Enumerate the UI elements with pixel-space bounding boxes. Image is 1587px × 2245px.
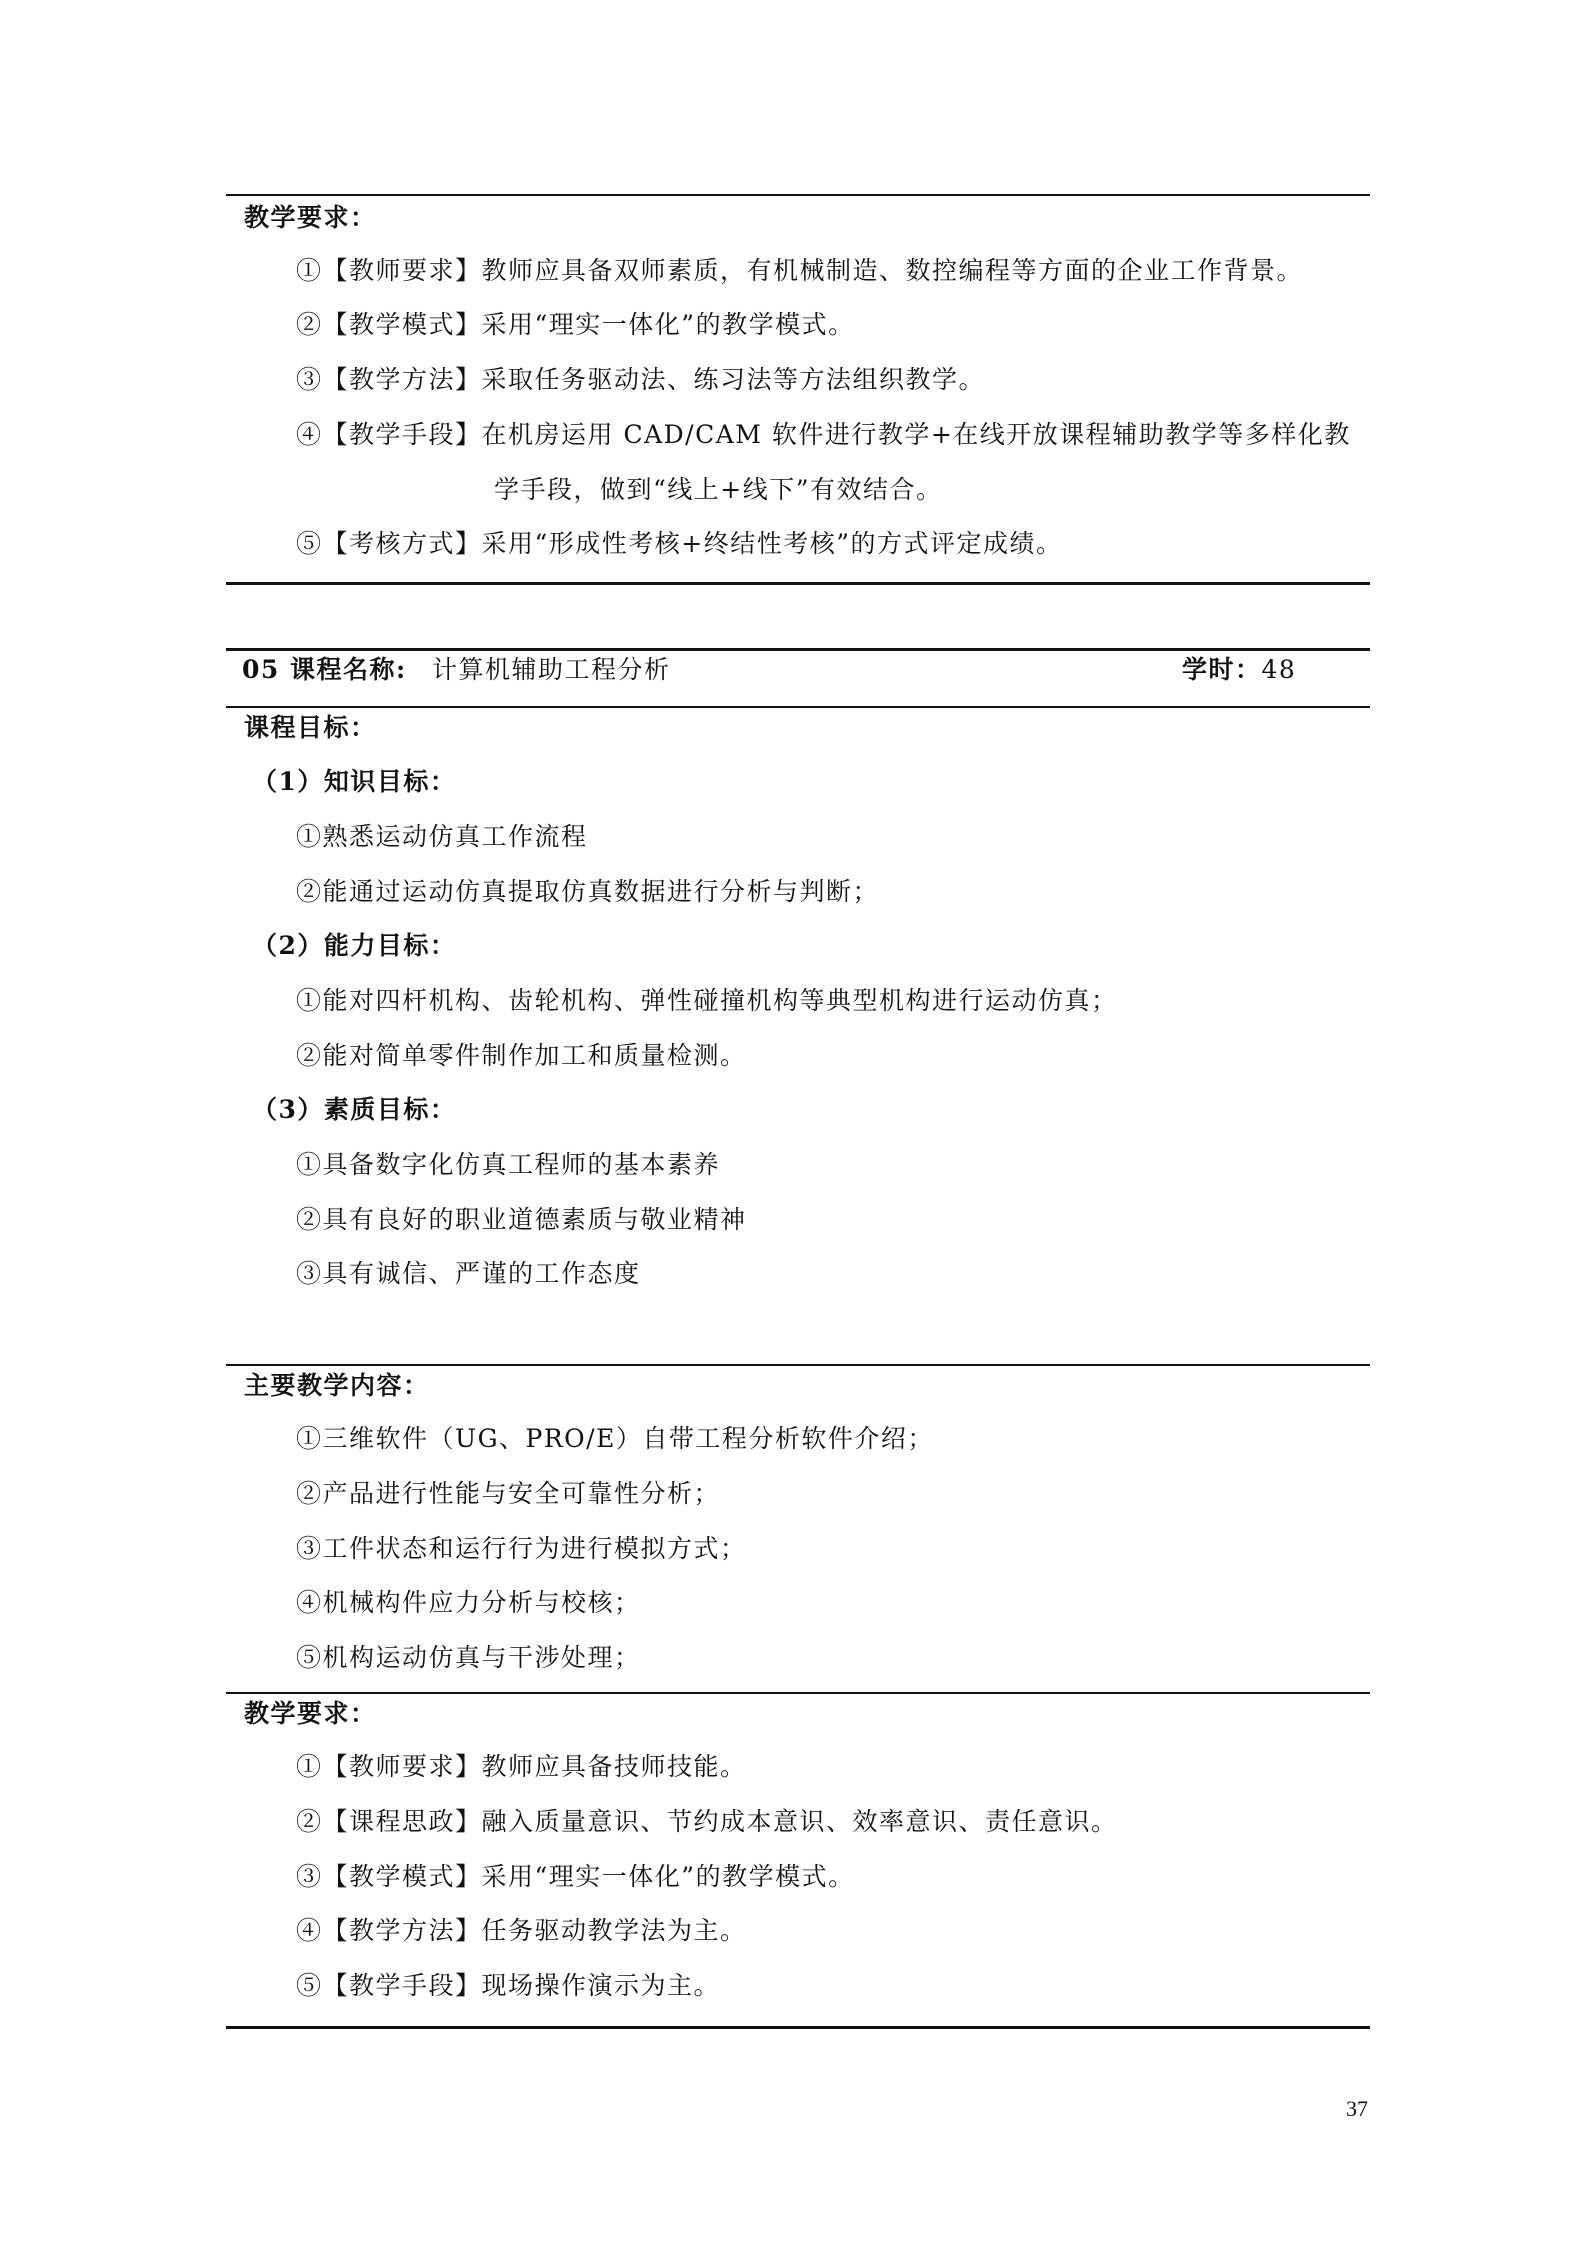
knowledge-item-2: ②能通过运动仿真提取仿真数据进行分析与判断； [296,877,880,906]
content-item-1: ①三维软件（UG、PRO/E）自带工程分析软件介绍； [296,1424,934,1453]
course-hours-label: 学时： [1182,655,1262,684]
knowledge-title: （1）知识目标： [252,767,457,796]
objectives-heading: 课程目标： [244,713,377,742]
requirements2-item-3: ③【教学模式】采用“理实一体化”的教学模式。 [296,1862,855,1891]
section1-item-3: ③【教学方法】采取任务驱动法、练习法等方法组织教学。 [296,365,986,394]
top-rule [226,194,1370,196]
ability-item-1: ①能对四杆机构、齿轮机构、弹性碰撞机构等典型机构进行运动仿真； [296,986,1118,1015]
requirements2-item-2: ②【课程思政】融入质量意识、节约成本意识、效率意识、责任意识。 [296,1807,1118,1836]
knowledge-item-1: ①熟悉运动仿真工作流程 [296,822,588,851]
objectives-bottom-rule [226,1364,1370,1366]
section1-bottom-rule [226,582,1370,585]
requirements2-item-4: ④【教学方法】任务驱动教学法为主。 [296,1916,747,1945]
section1-item-5: ⑤【考核方式】采用“形成性考核+终结性考核”的方式评定成绩。 [296,529,1063,558]
requirements2-item-5: ⑤【教学手段】现场操作演示为主。 [296,1971,721,2000]
content-item-5: ⑤机构运动仿真与干涉处理； [296,1643,641,1672]
course-header-rule [226,706,1370,708]
content-bottom-rule [226,1692,1370,1694]
content-item-4: ④机械构件应力分析与校核； [296,1588,641,1617]
page-number: 37 [1346,2096,1368,2121]
course-name-label: 05 课程名称: [242,655,407,684]
content-item-3: ③工件状态和运行行为进行模拟方式； [296,1534,747,1563]
ability-title: （2）能力目标： [252,931,457,960]
course-name: 计算机辅助工程分析 [432,655,671,684]
content-heading: 主要教学内容： [244,1371,430,1400]
course-top-rule [226,648,1370,651]
section1-item-2: ②【教学模式】采用“理实一体化”的教学模式。 [296,310,855,339]
course-hours-value: 48 [1261,655,1297,684]
quality-title: （3）素质目标： [252,1095,457,1124]
course-hours [1182,654,1296,686]
section1-item-4: ④【教学手段】在机房运用 CAD/CAM 软件进行教学+在线开放课程辅助教学等多样化教 [296,420,1351,449]
ability-item-2: ②能对简单零件制作加工和质量检测。 [296,1041,747,1070]
requirements2-heading: 教学要求： [244,1699,377,1728]
section1-heading: 教学要求： [244,203,377,232]
quality-item-2: ②具有良好的职业道德素质与敬业精神 [296,1205,747,1234]
quality-item-1: ①具备数字化仿真工程师的基本素养 [296,1150,721,1179]
section1-item-1: ①【教师要求】教师应具备双师素质，有机械制造、数控编程等方面的企业工作背景。 [296,256,1304,285]
section1-item-4-continuation: 学手段，做到“线上+线下”有效结合。 [494,475,943,504]
quality-item-3: ③具有诚信、严谨的工作态度 [296,1259,641,1288]
requirements2-item-1: ①【教师要求】教师应具备技师技能。 [296,1752,747,1781]
content-item-2: ②产品进行性能与安全可靠性分析； [296,1479,721,1508]
bottom-rule [226,2026,1370,2029]
